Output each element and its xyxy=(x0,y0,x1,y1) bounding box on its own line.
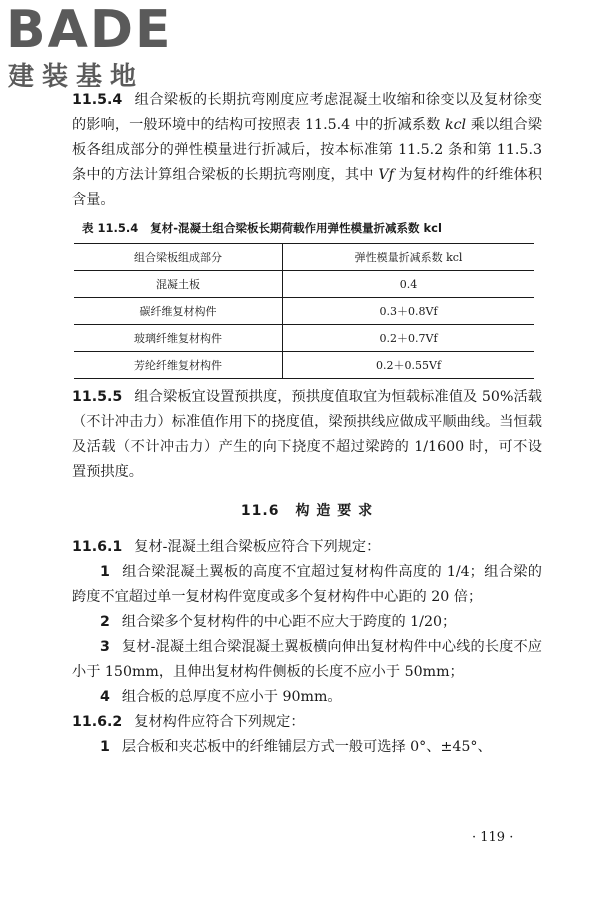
reduction-factor-table xyxy=(74,243,534,379)
table-cell: 玻璃纤维复材构件 xyxy=(74,325,283,352)
section-title: 构 造 要 求 xyxy=(295,503,374,519)
clause-text-part2: 乘以组合梁板各组成部分的弹性模量进行折减后，按本标准第 11.5.2 条和第 11.5.3 条中的方法计算组合梁板的长期抗弯刚度，其中 xyxy=(72,117,542,183)
table-cell: 0.4 xyxy=(283,271,534,298)
table-cell: 混凝土板 xyxy=(74,271,283,298)
watermark-brand: BADE xyxy=(6,0,173,60)
section-heading-11-6 xyxy=(72,499,542,523)
watermark-subtitle: 建装基地 xyxy=(8,62,145,92)
item-number: 3 xyxy=(100,639,110,655)
clause-text: 复材-混凝土组合梁板应符合下列规定： xyxy=(134,539,381,555)
item-text: 组合板的总厚度不应小于 90mm。 xyxy=(121,689,342,705)
document-body xyxy=(72,88,542,760)
table-cell: 0.2＋0.7Vf xyxy=(283,325,534,352)
section-number: 11.6 xyxy=(240,503,280,519)
table-row xyxy=(74,352,534,379)
table-header-cell: 弹性模量折减系数 kcl xyxy=(283,244,534,271)
table-cell: 碳纤维复材构件 xyxy=(74,298,283,325)
table-cell: 0.2＋0.55Vf xyxy=(283,352,534,379)
table-title: 复材-混凝土组合梁板长期荷载作用弹性模量折减系数 kcl xyxy=(150,221,442,235)
table-header-cell: 组合梁板组成部分 xyxy=(74,244,283,271)
item-number: 1 xyxy=(100,564,110,580)
clause-number: 11.6.2 xyxy=(72,714,123,730)
clause-text: 组合梁板宜设置预拱度，预拱度值取宜为恒载标准值及 50%活载（不计冲击力）标准值作用下的挠度值，梁预拱线应做成平顺曲线。当恒载及活载（不计冲击力）产生的向下挠度不超过梁跨的 1/1600 时，可不设置预拱度。 xyxy=(72,389,542,480)
item-text: 组合梁混凝土翼板的高度不宜超过复材构件高度的 1/4；组合梁的跨度不宜超过单一复材构件宽度或多个复材构件中心距的 20 倍； xyxy=(72,564,542,605)
item-number: 4 xyxy=(100,689,110,705)
list-item xyxy=(72,735,542,760)
item-text: 层合板和夹芯板中的纤维铺层方式一般可选择 0°、±45°、 xyxy=(121,739,492,755)
list-item xyxy=(72,685,542,710)
table-cell: 0.3＋0.8Vf xyxy=(283,298,534,325)
item-number: 2 xyxy=(100,614,110,630)
table-row xyxy=(74,298,534,325)
list-item xyxy=(72,610,542,635)
table-cell: 芳纶纤维复材构件 xyxy=(74,352,283,379)
clause-number: 11.5.4 xyxy=(72,92,123,108)
clause-number: 11.5.5 xyxy=(72,389,123,405)
clause-text-part1: 组合梁板的长期抗弯刚度应考虑混凝土收缩和徐变以及复材徐变的影响，一般环境中的结构可按照表 11.5.4 中的折减系数 xyxy=(72,92,542,133)
clause-text-part3: 为复材构件的纤维体积含量。 xyxy=(72,167,542,208)
item-text: 组合梁多个复材构件的中心距不应大于跨度的 1/20； xyxy=(121,614,457,630)
item-text: 复材-混凝土组合梁混凝土翼板横向伸出复材构件中心线的长度不应小于 150mm，且伸出复材构件侧板的长度不应小于 50mm； xyxy=(72,639,542,680)
clause-11-5-4 xyxy=(72,88,542,213)
list-item xyxy=(72,635,542,685)
table-number: 表 11.5.4 xyxy=(82,221,139,235)
table-caption xyxy=(82,219,542,237)
table-row xyxy=(74,271,534,298)
table-header-row xyxy=(74,244,534,271)
bade-watermark-logo xyxy=(6,0,186,92)
clause-11-6-2 xyxy=(72,710,542,735)
symbol-vf: Vf xyxy=(378,167,394,183)
clause-number: 11.6.1 xyxy=(72,539,123,555)
table-row xyxy=(74,325,534,352)
clause-11-5-5 xyxy=(72,385,542,485)
clause-text: 复材构件应符合下列规定： xyxy=(134,714,305,730)
clause-11-6-1 xyxy=(72,535,542,560)
page-number: · 119 · xyxy=(472,830,514,845)
item-number: 1 xyxy=(100,739,110,755)
symbol-kcl: kcl xyxy=(445,117,467,133)
list-item xyxy=(72,560,542,610)
